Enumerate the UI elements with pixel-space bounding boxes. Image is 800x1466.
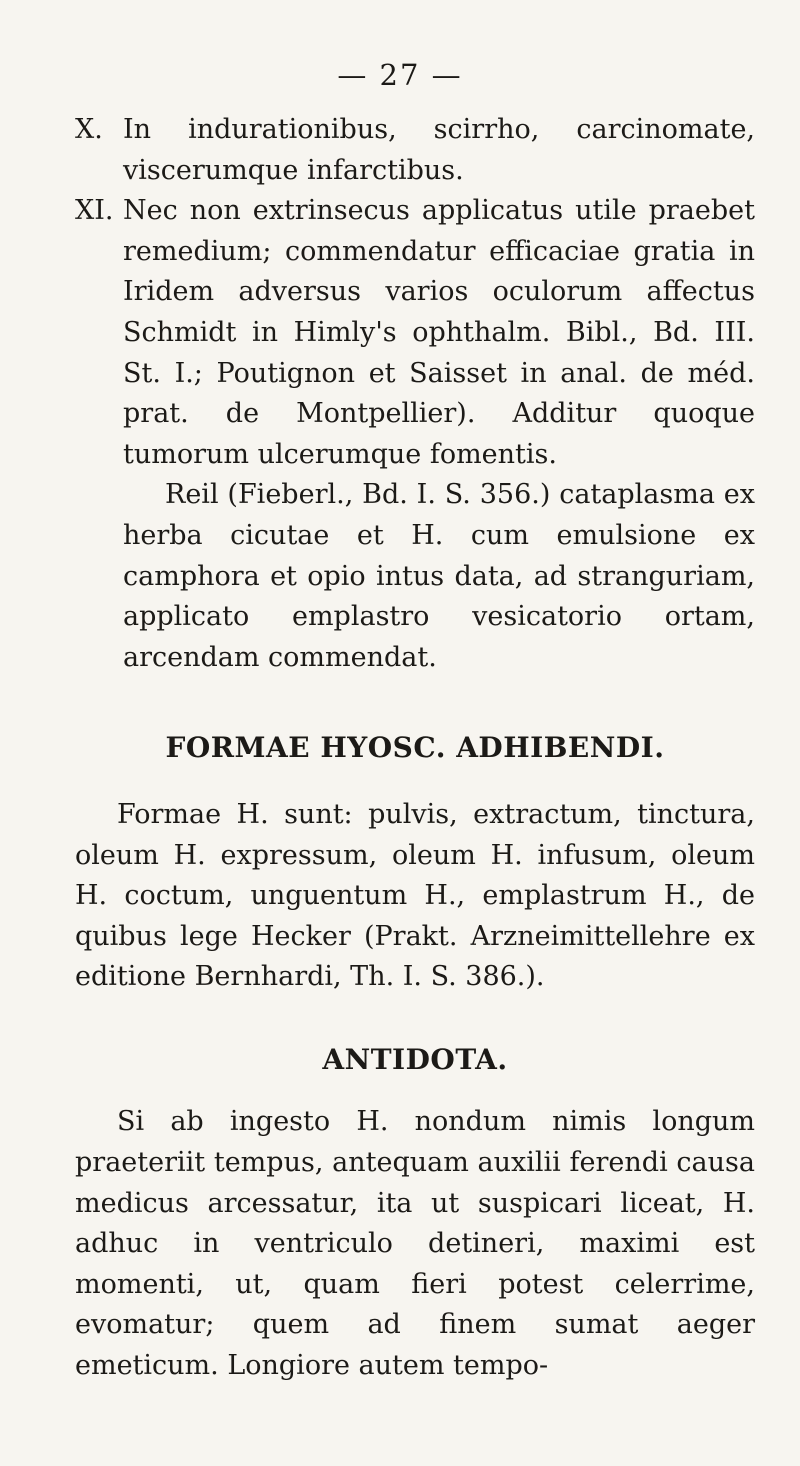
formae-paragraph: Formae H. sunt: pulvis, extractum, tinctura, oleum H. expressum, oleum H. infusum, oleum H. coctum, unguentum H., emplastrum H., de quibus lege Hecker (Prakt. Arzneimittellehre ex editione Bernhardi, Th. I. S. 386.). bbox=[75, 798, 755, 993]
item-continuation-paragraph: Reil (Fieberl., Bd. I. S. 356.) cataplasma ex herba cicutae et H. cum emulsione ex camphora et opio intus data, ad stranguriam, applicato emplastro vesicatorio ortam, arcendam commendat. bbox=[123, 479, 755, 673]
list-item-x bbox=[75, 110, 755, 191]
item-number: XI. bbox=[75, 195, 114, 227]
section-heading-formae: FORMAE HYOSC. ADHIBENDI. bbox=[165, 731, 665, 765]
section-heading-antidota: ANTIDOTA. bbox=[322, 1042, 508, 1076]
item-text: In indurationibus, scirrho, carcinomate, viscerumque infarctibus. bbox=[123, 114, 755, 186]
page-number: — 27 — bbox=[337, 58, 463, 92]
list-item-xi bbox=[75, 191, 755, 475]
item-number: X. bbox=[75, 114, 103, 145]
item-text: Nec non extrinsecus applicatus utile praebet remedium; commendatur efficaciae gratia in Iridem adversus varios oculorum affectus Schmidt in Himly's ophthalm. Bibl., Bd. III. St. I.; Poutignon et Saisset in anal. de méd. prat. de Montpellier). Additur quoque tumorum ulcerumque fomentis. bbox=[123, 195, 755, 470]
antidota-paragraph: Si ab ingesto H. nondum nimis longum praeteriit tempus, antequam auxilii ferendi causa medicus arcessatur, ita ut suspicari liceat, H. adhuc in ventriculo detineri, maximi est momenti, ut, quam fieri potest celerrime, evomatur; quem ad finem sumat aeger emeticum. Longiore autem tempo- bbox=[75, 1106, 755, 1382]
body-text bbox=[75, 110, 755, 1387]
